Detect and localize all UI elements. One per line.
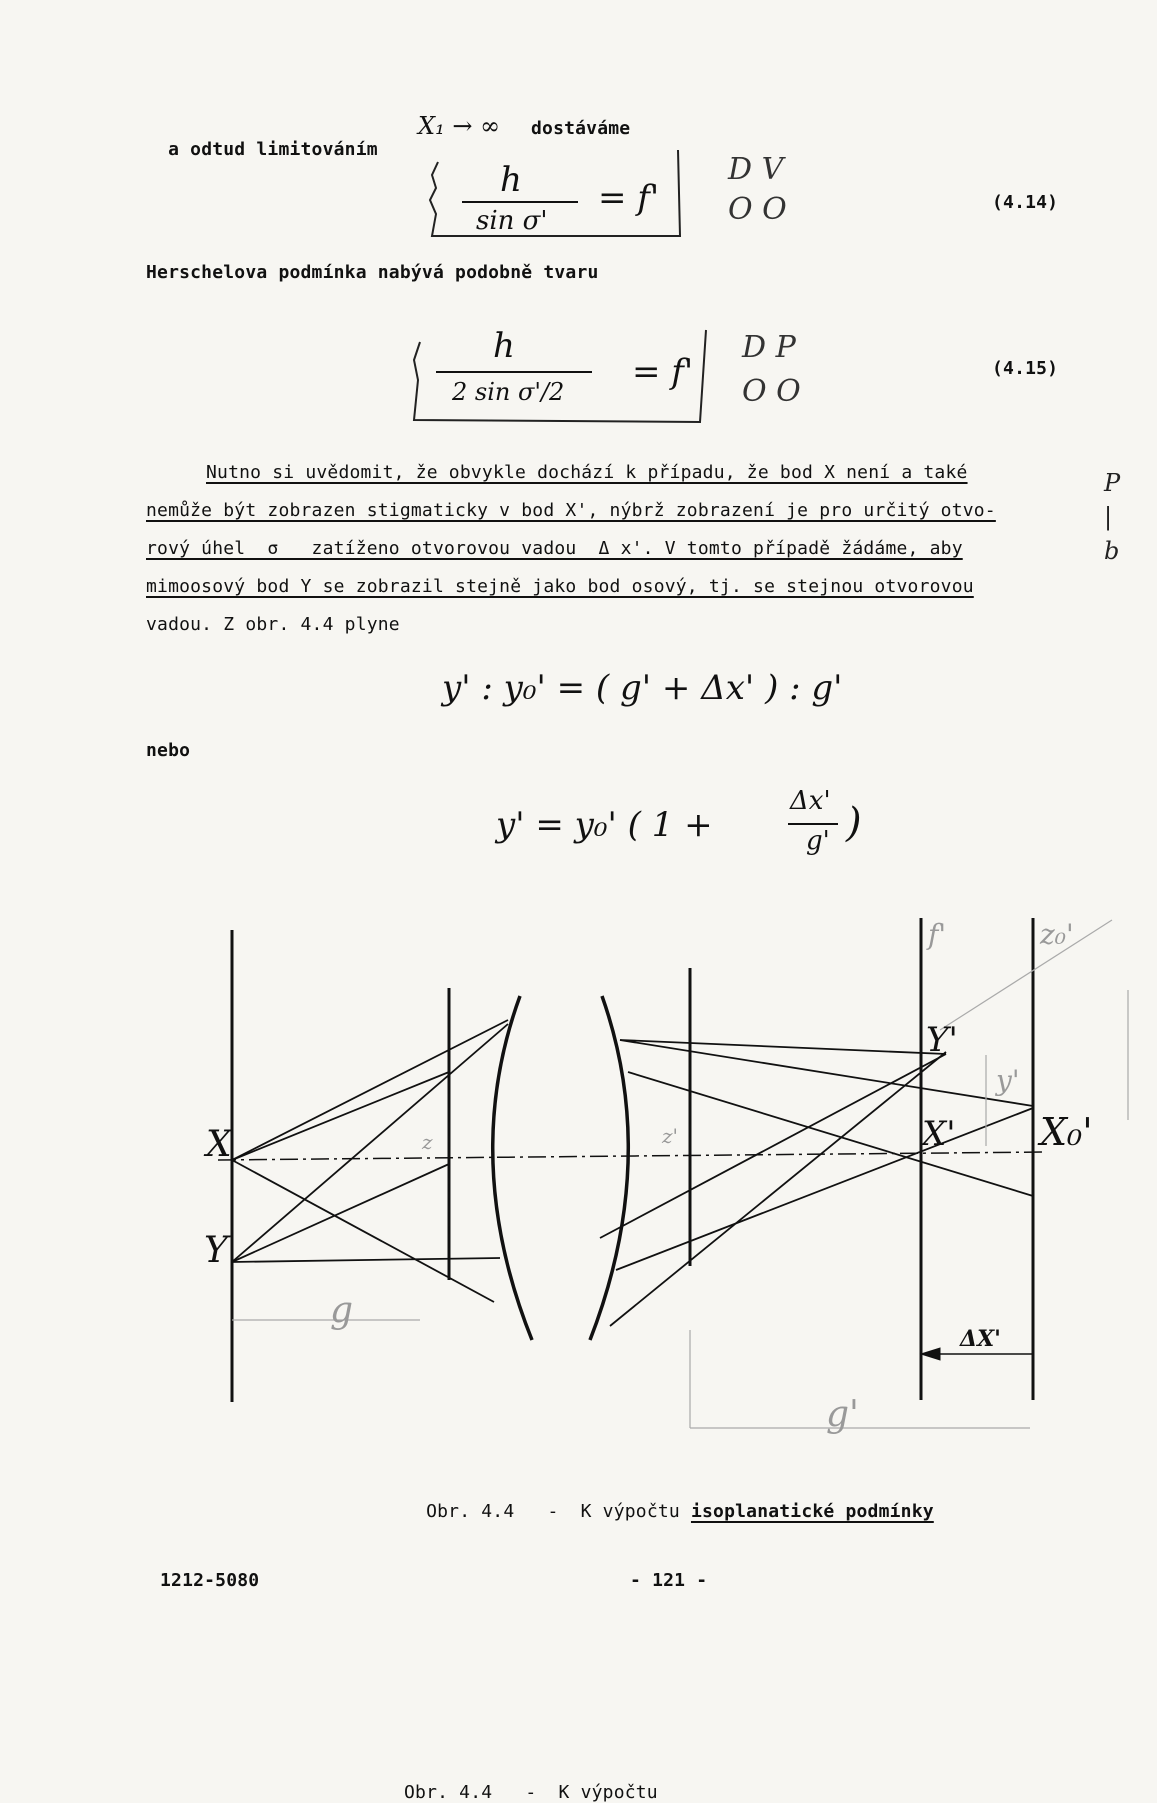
eq-final-den: g' — [806, 826, 830, 856]
eq15-numerator: h — [493, 326, 515, 366]
text-limit-prefix: a odtud limitováním — [168, 139, 378, 160]
eq15-bracket — [414, 330, 706, 422]
eq14-rhs: = f' — [598, 178, 660, 218]
eq15-denominator: 2 sin σ'/2 — [452, 378, 565, 406]
eq-final-close: ) — [846, 800, 862, 846]
caption-prefix: Obr. 4.4 - K výpočtu — [404, 1782, 669, 1803]
margin-annotation: P | b — [1104, 469, 1121, 565]
text-herschel: Herschelova podmínka nabývá podobně tvaru — [146, 262, 599, 283]
label-z: z — [422, 1130, 433, 1154]
label-Y-prime: Y' — [926, 1020, 958, 1060]
label-z0-prime: z₀' — [1040, 918, 1074, 951]
para2-line-5: vadou. Z obr. 4.4 plyne — [146, 614, 400, 635]
dx-arrowhead — [921, 1348, 940, 1360]
eq14-margin-marks: D V O O — [728, 152, 787, 227]
label-X0-prime: X₀' — [1040, 1110, 1093, 1154]
text-limit-suffix: dostáváme — [531, 118, 631, 139]
eq-final-num: Δx' — [790, 786, 831, 816]
eq-final-lhs: y' = y₀' ( 1 + — [496, 805, 713, 845]
caption-container — [404, 1480, 934, 1522]
caption-prefix-text: Obr. 4.4 - K výpočtu — [426, 1501, 691, 1522]
eq14-number: (4.14) — [992, 192, 1059, 213]
eq14-denominator: sin σ' — [476, 206, 548, 236]
label-X: X — [206, 1124, 232, 1165]
footer-code: 1212-5080 — [160, 1570, 260, 1591]
eq15-rhs: = f' — [632, 352, 694, 392]
footer-page-number: - 121 - — [630, 1570, 708, 1591]
eq14-numerator: h — [500, 160, 522, 200]
formula-x1-infinity: X₁ → ∞ — [418, 112, 501, 140]
label-X-prime: X' — [922, 1114, 956, 1154]
label-y-prime: y' — [996, 1064, 1020, 1097]
para2-line-3: rový úhel σ zatíženo otvorovou vadou Δ x'. V tomto případě žádáme, aby — [146, 538, 963, 559]
eq15-margin-marks: D P O O — [742, 330, 801, 409]
caption-underlined: isoplanatické podmínky — [690, 1501, 934, 1522]
lens-right-surface — [590, 996, 628, 1340]
text-nebo: nebo — [146, 740, 191, 761]
label-f-prime: f' — [928, 918, 947, 951]
eq15-number: (4.15) — [992, 358, 1059, 379]
eq-ratio: y' : y₀' = ( g' + Δx' ) : g' — [442, 668, 843, 708]
label-z-prime: z' — [662, 1124, 679, 1148]
para2-line-4: mimoosový bod Y se zobrazil stejně jako bod osový, tj. se stejnou otvorovou — [146, 576, 974, 597]
para2-line-1: Nutno si uvědomit, že obvykle dochází k případu, že bod X není a také — [206, 462, 968, 483]
label-g: g — [330, 1290, 354, 1331]
lens-left-surface — [493, 996, 532, 1340]
label-delta-x-prime: ΔX' — [960, 1326, 1001, 1352]
eq14-bracket — [430, 150, 680, 236]
label-g-prime: g' — [826, 1394, 859, 1435]
para2-line-2: nemůže být zobrazen stigmaticky v bod X', nýbrž zobrazení je pro určitý otvo- — [146, 500, 996, 521]
label-Y: Y — [204, 1230, 228, 1271]
